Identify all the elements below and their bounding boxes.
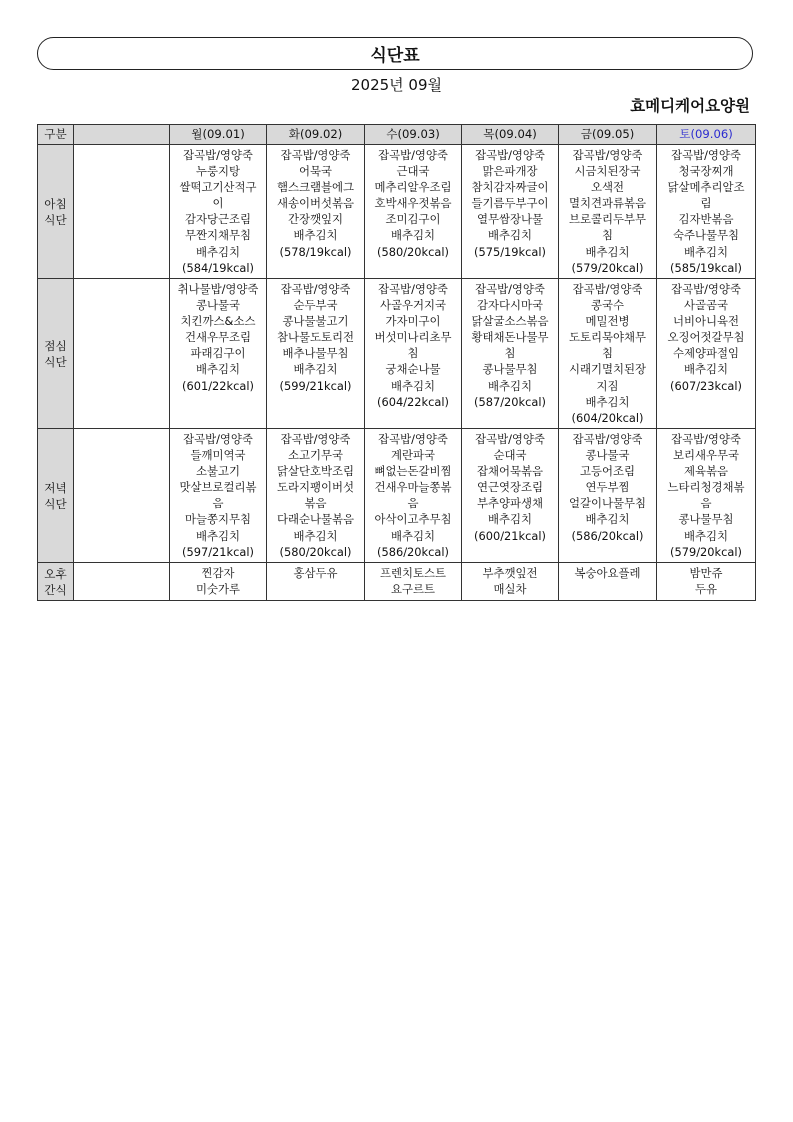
menu-item: 콩나물국 bbox=[195, 298, 240, 313]
menu-item: 연근엿장조림 bbox=[476, 480, 544, 495]
menu-cell bbox=[170, 429, 267, 563]
menu-item: 미숫가루 bbox=[195, 582, 240, 597]
menu-item: 오색전 bbox=[590, 180, 624, 195]
menu-item: 매실차 bbox=[493, 582, 527, 597]
menu-item: 콩나물국 bbox=[585, 448, 630, 463]
menu-item: 침 bbox=[601, 228, 613, 243]
menu-cell bbox=[365, 279, 462, 429]
menu-item: 들기름두부구이 bbox=[471, 196, 549, 211]
menu-cell bbox=[657, 563, 756, 601]
menu-item: 배추김치 bbox=[390, 378, 435, 393]
menu-item: 고등어조림 bbox=[579, 464, 636, 479]
menu-item: 소불고기 bbox=[195, 464, 240, 479]
menu-cell bbox=[267, 279, 365, 429]
dinner-row bbox=[38, 429, 756, 563]
menu-cell bbox=[365, 145, 462, 279]
menu-item: 잡곡밥/영양죽 bbox=[572, 432, 643, 446]
menu-item: (584/19kcal) bbox=[182, 260, 254, 275]
menu-item: 쌀떡고기산적구 bbox=[179, 180, 257, 195]
header-blank bbox=[74, 125, 170, 145]
meal-label-line: 식단 bbox=[44, 213, 67, 227]
menu-item: 잡곡밥/영양죽 bbox=[378, 148, 448, 162]
menu-item: (604/22kcal) bbox=[377, 394, 449, 409]
menu-item: (600/21kcal) bbox=[474, 528, 546, 543]
menu-item: 버섯미나리초무 bbox=[374, 330, 452, 345]
menu-item: (607/23kcal) bbox=[670, 378, 742, 393]
menu-item: (587/20kcal) bbox=[474, 394, 546, 409]
menu-item: 닭살메추리알조 bbox=[667, 180, 745, 195]
menu-item: 잡곡밥/영양죽 bbox=[475, 148, 545, 162]
menu-cell bbox=[462, 279, 559, 429]
menu-item: 잡곡밥/영양죽 bbox=[280, 432, 351, 446]
menu-item: 지짐 bbox=[596, 378, 619, 393]
menu-item: 호박새우젓볶음 bbox=[374, 196, 452, 211]
menu-item: (580/20kcal) bbox=[377, 244, 449, 259]
day-header: 화(09.02) bbox=[267, 125, 365, 145]
menu-item: 들깨미역국 bbox=[190, 448, 246, 463]
snack-row bbox=[38, 563, 756, 601]
organization-name: 효메디케어요양원 bbox=[630, 97, 750, 115]
meal-label-line: 식단 bbox=[44, 497, 67, 511]
menu-item: 햄스크램블에그 bbox=[276, 180, 355, 195]
blank-cell bbox=[74, 279, 170, 429]
breakfast-row bbox=[38, 145, 756, 279]
menu-item: 메밀전병 bbox=[585, 314, 630, 329]
menu-item: 복숭아요플레 bbox=[574, 566, 641, 580]
menu-item: 콩나물무침 bbox=[482, 362, 538, 377]
menu-item: 참치감자짜글이 bbox=[471, 180, 549, 195]
menu-item: 황태채돈나물무 bbox=[471, 330, 549, 345]
menu-item: 볶음 bbox=[304, 496, 327, 511]
meal-label-line: 점심 bbox=[44, 339, 67, 353]
menu-cell bbox=[170, 279, 267, 429]
menu-item: 뼈없는돈갈비찜 bbox=[374, 464, 452, 479]
menu-item: 제육볶음 bbox=[683, 464, 728, 479]
menu-item: 음 bbox=[212, 496, 224, 511]
meal-label bbox=[38, 429, 74, 563]
menu-item: 잡곡밥/영양죽 bbox=[475, 432, 545, 446]
menu-item: 배추김치 bbox=[293, 528, 338, 543]
menu-item: 새송이버섯볶음 bbox=[276, 196, 355, 211]
menu-item: 침 bbox=[504, 346, 516, 361]
menu-item: 메추리알우조림 bbox=[374, 180, 452, 195]
menu-item: 콩국수 bbox=[590, 298, 624, 313]
menu-item: 근대국 bbox=[396, 164, 430, 179]
menu-item: 배추김치 bbox=[390, 228, 435, 243]
menu-item: 잡곡밥/영양죽 bbox=[572, 148, 643, 162]
menu-cell bbox=[559, 563, 657, 601]
menu-cell bbox=[170, 563, 267, 601]
menu-item: 잡채어묵볶음 bbox=[476, 464, 544, 479]
menu-item: 배추김치 bbox=[683, 528, 728, 543]
day-header: 목(09.04) bbox=[462, 125, 559, 145]
lunch-row bbox=[38, 279, 756, 429]
menu-item: (585/19kcal) bbox=[670, 260, 742, 275]
meal-label-line: 저녁 bbox=[44, 481, 67, 495]
menu-item: 잡곡밥/영양죽 bbox=[183, 432, 253, 446]
menu-item: 림 bbox=[700, 196, 712, 211]
menu-item: 감자당근조림 bbox=[184, 212, 252, 227]
menu-item: 침 bbox=[601, 346, 613, 361]
blank-cell bbox=[74, 145, 170, 279]
menu-item: 파래김구이 bbox=[190, 346, 246, 361]
menu-cell bbox=[170, 145, 267, 279]
menu-item: 잡곡밥/영양죽 bbox=[671, 282, 741, 296]
menu-item: 건새우무조림 bbox=[184, 330, 252, 345]
menu-item: 배추김치 bbox=[390, 528, 435, 543]
menu-item: 건새우마늘쫑볶 bbox=[374, 480, 452, 495]
blank-cell bbox=[74, 429, 170, 563]
menu-item: 궁채순나물 bbox=[385, 362, 441, 377]
menu-item: (601/22kcal) bbox=[182, 378, 254, 393]
menu-item: 김자반볶음 bbox=[678, 212, 734, 227]
menu-item: 배추김치 bbox=[683, 244, 728, 259]
menu-cell bbox=[267, 563, 365, 601]
menu-item: 누룽지탕 bbox=[195, 164, 240, 179]
menu-item: 시래기멸치된장 bbox=[568, 362, 647, 377]
menu-item: 가자미구이 bbox=[385, 314, 441, 329]
menu-item: 오징어젓갈무침 bbox=[667, 330, 745, 345]
menu-item: 밤만쥬 bbox=[689, 566, 723, 580]
menu-item: 찐감자 bbox=[201, 566, 235, 580]
menu-title: 식단표 bbox=[37, 37, 753, 70]
menu-item: 순두부국 bbox=[293, 298, 338, 313]
blank-cell bbox=[74, 563, 170, 601]
menu-item: 얼갈이나물무침 bbox=[568, 496, 647, 511]
meal-label bbox=[38, 145, 74, 279]
menu-cell bbox=[462, 429, 559, 563]
menu-item: 잡곡밥/영양죽 bbox=[671, 148, 741, 162]
menu-item: 잡곡밥/영양죽 bbox=[280, 148, 351, 162]
menu-item: (580/20kcal) bbox=[279, 544, 352, 559]
menu-item: (579/20kcal) bbox=[670, 544, 742, 559]
menu-item: 너비아니육전 bbox=[672, 314, 740, 329]
menu-item: (604/20kcal) bbox=[571, 410, 644, 425]
menu-item: 콩나물불고기 bbox=[282, 314, 349, 329]
menu-item: 잡곡밥/영양죽 bbox=[378, 282, 448, 296]
menu-item: 조미김구이 bbox=[385, 212, 441, 227]
menu-item: 도토리묵야채무 bbox=[568, 330, 647, 345]
menu-item: 계란파국 bbox=[390, 448, 435, 463]
menu-item: 아삭이고추무침 bbox=[374, 512, 452, 527]
menu-item: 배추김치 bbox=[195, 528, 240, 543]
menu-item: 배추김치 bbox=[585, 244, 630, 259]
menu-item: 소고기무국 bbox=[287, 448, 344, 463]
menu-item: 침 bbox=[407, 346, 419, 361]
menu-item: 맛살브로컬리볶 bbox=[179, 480, 257, 495]
menu-item: 간장깻잎지 bbox=[287, 212, 344, 227]
menu-item: 시금치된장국 bbox=[574, 164, 641, 179]
menu-item: 참나물도토리전 bbox=[276, 330, 355, 345]
menu-item: (578/19kcal) bbox=[279, 244, 352, 259]
menu-item: 수제양파절임 bbox=[672, 346, 740, 361]
menu-item: 부추양파생채 bbox=[476, 496, 544, 511]
menu-item: 치킨까스&소스 bbox=[180, 314, 256, 329]
menu-item: 배추김치 bbox=[487, 378, 532, 393]
menu-cell bbox=[657, 429, 756, 563]
menu-cell bbox=[365, 563, 462, 601]
day-header: 금(09.05) bbox=[559, 125, 657, 145]
header-row bbox=[38, 125, 756, 145]
menu-item: 배추김치 bbox=[487, 228, 532, 243]
menu-item: 이 bbox=[212, 196, 224, 211]
meal-label-line: 식단 bbox=[44, 355, 67, 369]
menu-cell bbox=[462, 563, 559, 601]
menu-item: 요구르트 bbox=[390, 582, 435, 597]
menu-item: 잡곡밥/영양죽 bbox=[183, 148, 253, 162]
menu-item: 배추김치 bbox=[195, 362, 240, 377]
menu-cell bbox=[462, 145, 559, 279]
menu-item: 닭살단호박조림 bbox=[276, 464, 355, 479]
menu-item: (597/21kcal) bbox=[182, 544, 254, 559]
menu-item: 보리새우무국 bbox=[672, 448, 740, 463]
menu-item: 콩나물무침 bbox=[678, 512, 734, 527]
meal-label bbox=[38, 279, 74, 429]
menu-item: 감자다시마국 bbox=[476, 298, 544, 313]
menu-item: 연두부찜 bbox=[585, 480, 630, 495]
menu-item: 숙주나물무침 bbox=[672, 228, 740, 243]
menu-item: 마늘쫑지무침 bbox=[184, 512, 252, 527]
menu-item: 사골우거지국 bbox=[379, 298, 447, 313]
menu-item: 사골곰국 bbox=[683, 298, 728, 313]
day-header-saturday: 토(09.06) bbox=[657, 125, 756, 145]
menu-item: 도라지팽이버섯 bbox=[276, 480, 355, 495]
menu-item: 홍삼두유 bbox=[293, 566, 338, 580]
menu-item: 취나물밥/영양죽 bbox=[177, 282, 259, 296]
day-header: 월(09.01) bbox=[170, 125, 267, 145]
menu-item: 멸치견과류볶음 bbox=[568, 196, 647, 211]
day-header: 수(09.03) bbox=[365, 125, 462, 145]
menu-item: (579/20kcal) bbox=[571, 260, 644, 275]
menu-item: 맑은파개장 bbox=[482, 164, 538, 179]
menu-item: 잡곡밥/영양죽 bbox=[280, 282, 351, 296]
menu-item: 배추김치 bbox=[585, 394, 630, 409]
menu-item: 프렌치토스트 bbox=[379, 566, 447, 580]
menu-item: (586/20kcal) bbox=[377, 544, 449, 559]
menu-item: 배추김치 bbox=[293, 362, 338, 377]
menu-item: 느타리청경채볶 bbox=[667, 480, 745, 495]
menu-item: (586/20kcal) bbox=[571, 528, 644, 543]
menu-item: 잡곡밥/영양죽 bbox=[572, 282, 643, 296]
menu-item: 순대국 bbox=[493, 448, 527, 463]
meal-label-line: 간식 bbox=[44, 583, 67, 597]
menu-item: 배추김치 bbox=[585, 512, 630, 527]
menu-cell bbox=[267, 145, 365, 279]
menu-item: 잡곡밥/영양죽 bbox=[378, 432, 448, 446]
menu-item: 배추김치 bbox=[293, 228, 338, 243]
menu-item: 브로콜리두부무 bbox=[568, 212, 647, 227]
menu-item: 닭살굴소스볶음 bbox=[471, 314, 549, 329]
meal-label-line: 오후 bbox=[44, 567, 67, 581]
menu-item: 음 bbox=[407, 496, 419, 511]
menu-item: 음 bbox=[700, 496, 712, 511]
menu-item: 잡곡밥/영양죽 bbox=[671, 432, 741, 446]
menu-cell bbox=[559, 145, 657, 279]
menu-item: (575/19kcal) bbox=[474, 244, 546, 259]
menu-table bbox=[37, 124, 756, 601]
menu-item: 부추깻잎전 bbox=[482, 566, 538, 580]
menu-item: 어묵국 bbox=[298, 164, 332, 179]
menu-month: 2025년 09월 bbox=[350, 76, 442, 94]
menu-item: 청국장찌개 bbox=[678, 164, 734, 179]
menu-cell bbox=[559, 429, 657, 563]
menu-item: 다래순나물볶음 bbox=[276, 512, 355, 527]
meal-label-line: 아침 bbox=[44, 197, 67, 211]
menu-item: (599/21kcal) bbox=[279, 378, 352, 393]
menu-item: 잡곡밥/영양죽 bbox=[475, 282, 545, 296]
menu-item: 열무쌈장나물 bbox=[476, 212, 544, 227]
menu-item: 배추김치 bbox=[195, 244, 240, 259]
menu-cell bbox=[657, 279, 756, 429]
menu-item: 무짠지채무침 bbox=[184, 228, 252, 243]
meal-label bbox=[38, 563, 74, 601]
menu-item: 배추김치 bbox=[683, 362, 728, 377]
menu-cell bbox=[559, 279, 657, 429]
menu-item: 두유 bbox=[694, 582, 717, 597]
menu-cell bbox=[267, 429, 365, 563]
menu-cell bbox=[365, 429, 462, 563]
menu-item: 배추김치 bbox=[487, 512, 532, 527]
menu-cell bbox=[657, 145, 756, 279]
header-corner: 구분 bbox=[38, 125, 74, 145]
menu-item: 배추나물무침 bbox=[282, 346, 349, 361]
